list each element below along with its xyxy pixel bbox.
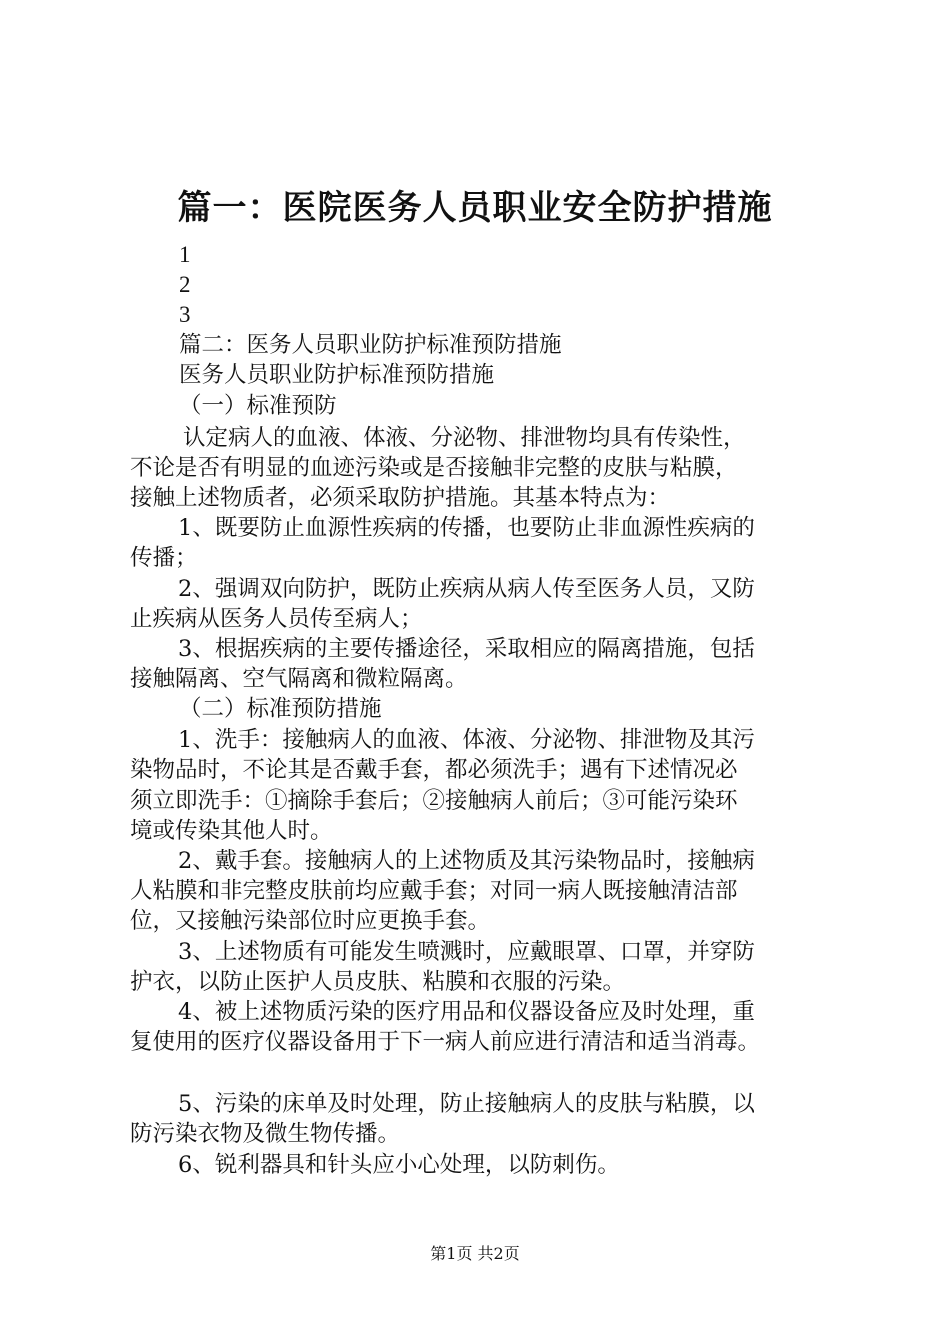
body-line: 须立即洗手：①摘除手套后；②接触病人前后；③可能污染环 bbox=[130, 788, 738, 814]
numbered-line: 2 bbox=[179, 272, 191, 297]
body-line: 护衣，以防止医护人员皮肤、粘膜和衣服的污染。 bbox=[130, 969, 626, 995]
body-line: 2、戴手套。接触病人的上述物质及其污染物品时，接触病 bbox=[178, 848, 755, 874]
subsection-heading: （一）标准预防 bbox=[179, 393, 337, 419]
document-title: 篇一：医院医务人员职业安全防护措施 bbox=[177, 188, 773, 228]
body-line: 4、被上述物质污染的医疗用品和仪器设备应及时处理，重 bbox=[178, 999, 755, 1025]
subheading: 医务人员职业防护标准预防措施 bbox=[179, 362, 495, 388]
body-line: 3、上述物质有可能发生喷溅时，应戴眼罩、口罩，并穿防 bbox=[178, 939, 755, 965]
subsection-heading: （二）标准预防措施 bbox=[179, 696, 382, 722]
body-line: 人粘膜和非完整皮肤前均应戴手套；对同一病人既接触清洁部 bbox=[130, 878, 738, 904]
body-line: 位，又接触污染部位时应更换手套。 bbox=[130, 908, 491, 934]
body-line: 1、洗手：接触病人的血液、体液、分泌物、排泄物及其污 bbox=[178, 727, 755, 753]
body-line: 5、污染的床单及时处理，防止接触病人的皮肤与粘膜，以 bbox=[178, 1091, 755, 1117]
body-line: 1、既要防止血源性疾病的传播，也要防止非血源性疾病的 bbox=[178, 515, 755, 541]
body-line: 认定病人的血液、体液、分泌物、排泄物均具有传染性， bbox=[183, 425, 746, 451]
body-line: 防污染衣物及微生物传播。 bbox=[130, 1121, 401, 1147]
body-line: 2、强调双向防护，既防止疾病从病人传至医务人员，又防 bbox=[178, 576, 755, 602]
section-heading: 篇二：医务人员职业防护标准预防措施 bbox=[179, 332, 562, 358]
body-line: 接触隔离、空气隔离和微粒隔离。 bbox=[130, 666, 468, 692]
body-line: 止疾病从医务人员传至病人； bbox=[130, 606, 423, 632]
numbered-line: 3 bbox=[179, 302, 191, 327]
numbered-line: 1 bbox=[179, 242, 191, 267]
body-line: 复使用的医疗仪器设备用于下一病人前应进行清洁和适当消毒。 bbox=[130, 1029, 761, 1055]
body-line: 不论是否有明显的血迹污染或是否接触非完整的皮肤与粘膜， bbox=[130, 455, 738, 481]
page-footer: 第1页 共2页 bbox=[430, 1244, 520, 1263]
body-line: 接触上述物质者，必须采取防护措施。其基本特点为： bbox=[130, 485, 671, 511]
body-line: 3、根据疾病的主要传播途径，采取相应的隔离措施，包括 bbox=[178, 636, 755, 662]
body-line: 境或传染其他人时。 bbox=[130, 818, 333, 844]
body-line: 染物品时，不论其是否戴手套，都必须洗手；遇有下述情况必 bbox=[130, 757, 738, 783]
body-line: 6、锐利器具和针头应小心处理，以防刺伤。 bbox=[178, 1152, 620, 1178]
body-line: 传播； bbox=[130, 545, 198, 571]
